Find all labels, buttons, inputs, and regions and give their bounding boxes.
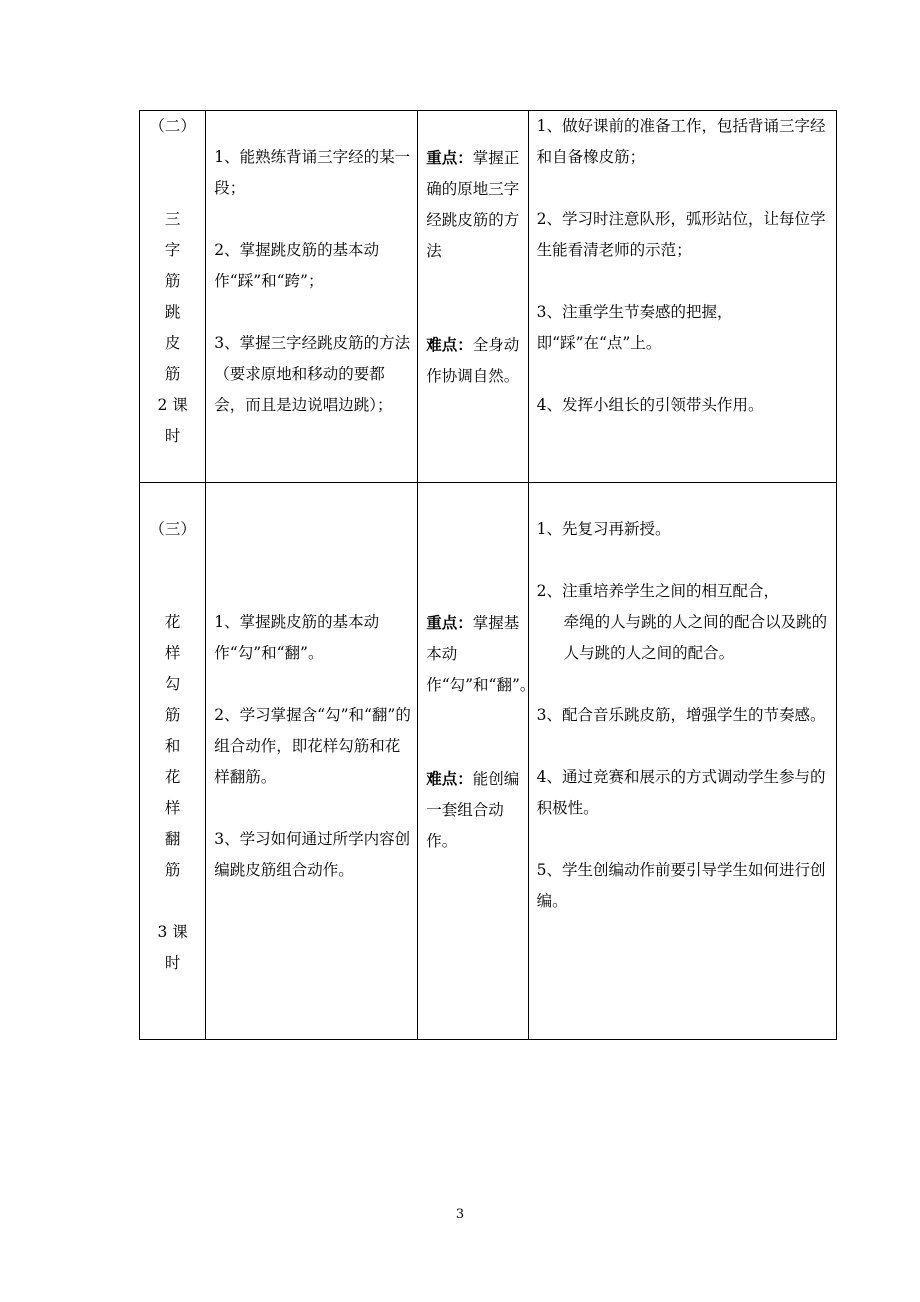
- unit-title-char: 勾: [164, 675, 181, 693]
- unit-title-char: 和: [164, 737, 181, 755]
- key-points-cell: [418, 483, 536, 1040]
- unit-hours-unit: 时: [164, 954, 181, 972]
- unit-title-char: 三: [164, 210, 181, 228]
- difficulty-label: 难点：: [426, 769, 473, 788]
- difficulty-label: 难点：: [426, 335, 473, 354]
- page-number: 3: [455, 1207, 465, 1222]
- unit-title-char: 跳: [164, 303, 181, 321]
- goal-item: 3、学习如何通过所学内容创编跳皮筋组合动作。: [214, 830, 411, 879]
- note-item: 1、做好课前的准备工作，包括背诵三字经和自备橡皮筋；: [536, 117, 826, 166]
- table-row: [140, 483, 837, 1040]
- difficulty-text: 能创编一套组合动作。: [426, 770, 520, 850]
- unit-title-char: 样: [164, 799, 181, 817]
- goal-item: 1、掌握跳皮筋的基本动作“勾”和“翻”。: [214, 613, 380, 662]
- unit-title-char: 筋: [164, 861, 181, 879]
- unit-title-char: 样: [164, 644, 181, 662]
- key-point-text: 掌握正确的原地三字经跳皮筋的方法: [426, 149, 520, 260]
- unit-title-char: 皮: [164, 334, 181, 352]
- unit-title-char: 翻: [164, 830, 181, 848]
- goal-item: 3、掌握三字经跳皮筋的方法（要求原地和移动的要都会，而且是边说唱边跳）；: [214, 334, 411, 414]
- unit-title-char: 花: [164, 768, 181, 786]
- notes-cell: [528, 483, 836, 1040]
- notes-cell: [528, 111, 836, 483]
- note-item: 5、学生创编动作前要引导学生如何进行创编。: [536, 861, 826, 910]
- unit-title-char: 筋: [164, 365, 181, 383]
- unit-title-char: 字: [164, 241, 181, 259]
- key-point-label: 重点：: [426, 613, 473, 632]
- unit-title-char: 花: [164, 613, 181, 631]
- table-row: [140, 111, 837, 483]
- note-item: 2、学习时注意队形，弧形站位，让每位学生能看清老师的示范；: [536, 210, 826, 259]
- unit-hours: 2 课: [157, 396, 188, 414]
- key-point-label: 重点：: [426, 148, 473, 167]
- unit-title-char: 筋: [164, 272, 181, 290]
- note-item: 3、配合音乐跳皮筋，增强学生的节奏感。: [536, 706, 826, 724]
- note-item-continuation: 牵绳的人与跳的人之间的配合以及跳的人与跳的人之间的配合。: [563, 613, 828, 662]
- lesson-plan-table: [139, 110, 837, 1040]
- note-item: 4、发挥小组长的引领带头作用。: [536, 396, 764, 414]
- difficulty-text: 全身动作协调自然。: [426, 336, 520, 385]
- note-item: 1、先复习再新授。: [536, 520, 671, 538]
- unit-title-char: 筋: [164, 706, 181, 724]
- note-item: 2、注重培养学生之间的相互配合，: [536, 582, 780, 600]
- note-item: 4、通过竞赛和展示的方式调动学生参与的积极性。: [536, 768, 826, 817]
- topic-cell: [140, 111, 206, 483]
- goals-cell: [206, 111, 418, 483]
- key-point-text: 掌握基本动作“勾”和“翻”。: [426, 614, 536, 694]
- topic-cell: [140, 483, 206, 1040]
- difficulty: [426, 763, 521, 857]
- key-point: [426, 142, 521, 267]
- difficulty: [426, 329, 521, 392]
- unit-number: （二）: [149, 117, 196, 135]
- unit-hours-unit: 时: [164, 427, 181, 445]
- key-points-cell: [418, 111, 528, 483]
- goal-item: 2、学习掌握含“勾”和“翻”的组合动作，即花样勾筋和花样翻筋。: [214, 706, 411, 786]
- unit-hours: 3 课: [157, 923, 188, 941]
- goals-cell: [206, 483, 418, 1040]
- key-point: [426, 607, 536, 701]
- goal-item: 2、掌握跳皮筋的基本动作“踩”和“跨”；: [214, 241, 380, 290]
- unit-number: （三）: [149, 520, 196, 538]
- goal-item: 1、能熟练背诵三字经的某一段；: [214, 148, 411, 197]
- note-item: 3、注重学生节奏感的把握，即“踩”在“点”上。: [536, 303, 733, 352]
